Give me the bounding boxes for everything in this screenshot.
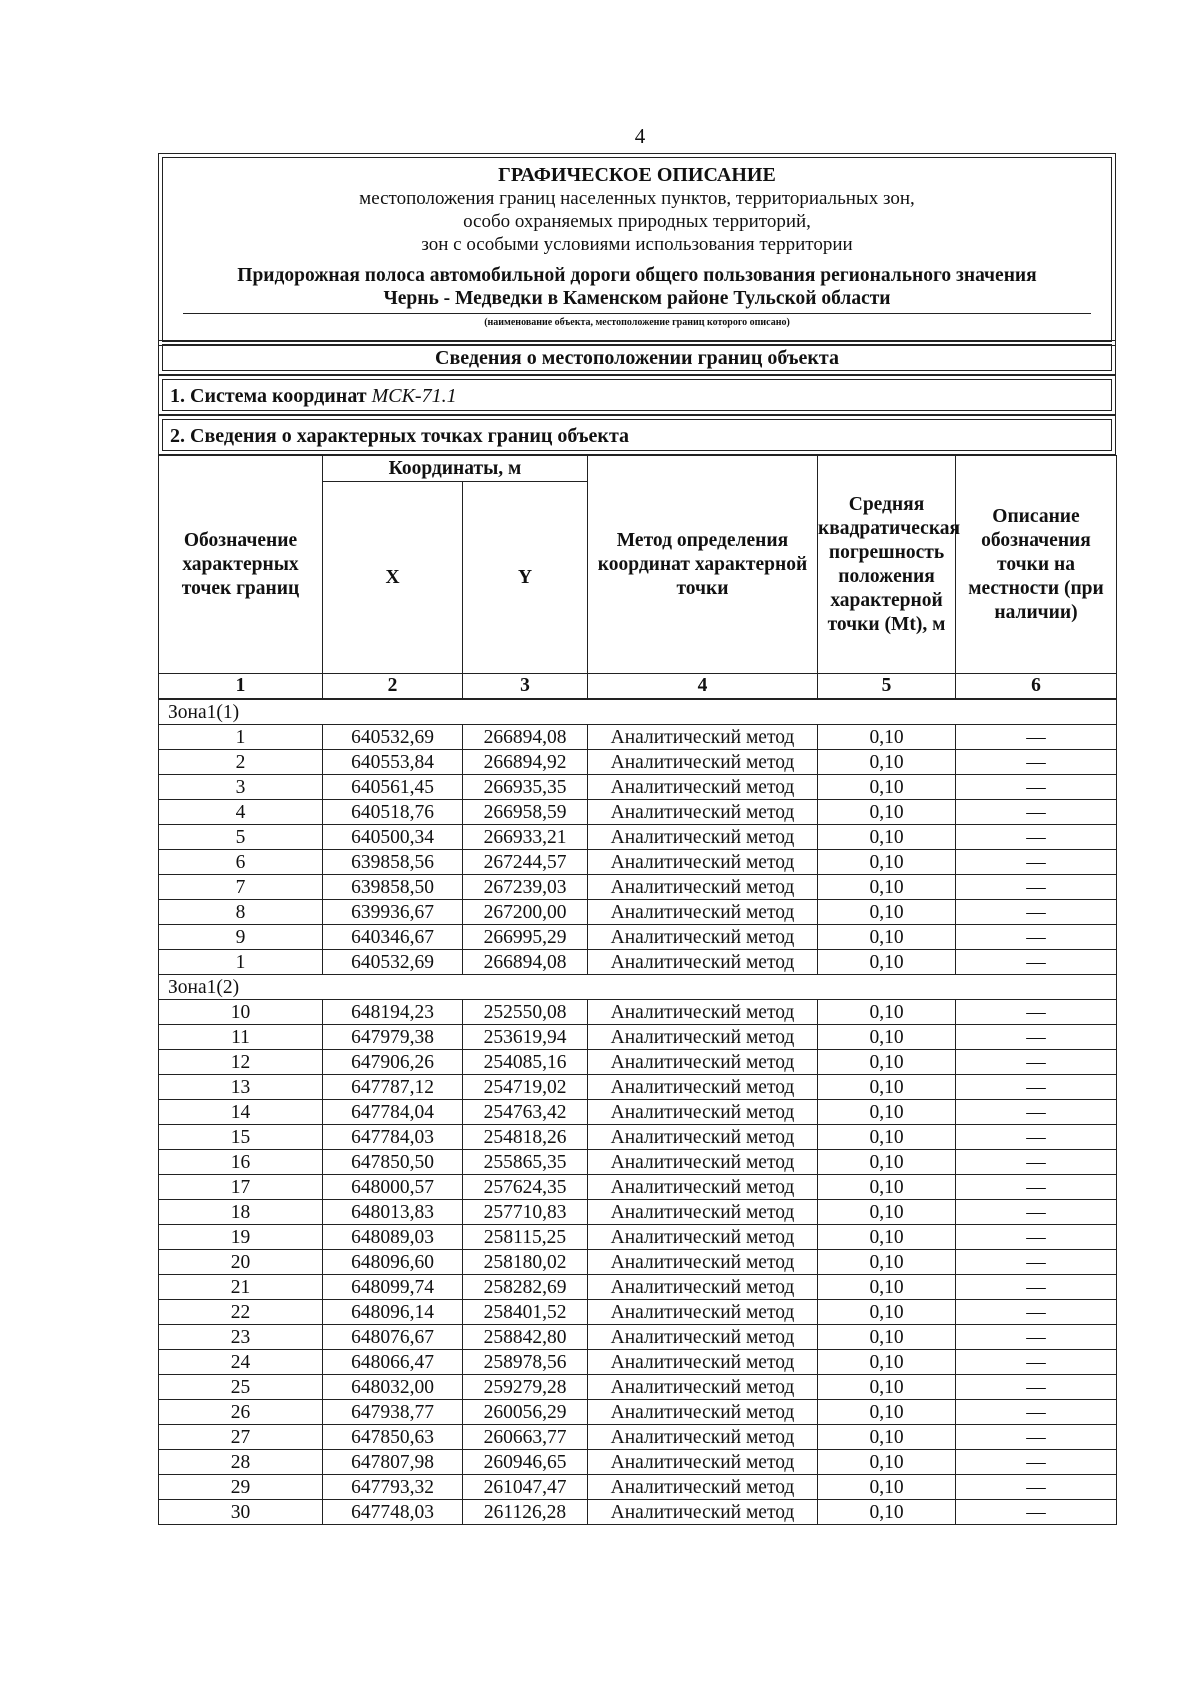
cell-error: 0,10 bbox=[818, 1425, 956, 1450]
zone-row bbox=[159, 975, 1117, 1000]
cell-method: Аналитический метод bbox=[588, 825, 818, 850]
cell-description: — bbox=[956, 1425, 1117, 1450]
table-row bbox=[159, 750, 1117, 775]
table-row bbox=[159, 1275, 1117, 1300]
cell-description: — bbox=[956, 825, 1117, 850]
cell-description: — bbox=[956, 1325, 1117, 1350]
cell-error: 0,10 bbox=[818, 1500, 956, 1525]
cell-y: 266958,59 bbox=[463, 800, 588, 825]
cell-method: Аналитический метод bbox=[588, 1325, 818, 1350]
cell-y: 258115,25 bbox=[463, 1225, 588, 1250]
cell-description: — bbox=[956, 850, 1117, 875]
cell-description: — bbox=[956, 1250, 1117, 1275]
cell-description: — bbox=[956, 1475, 1117, 1500]
cell-y: 257624,35 bbox=[463, 1175, 588, 1200]
cell-y: 258978,56 bbox=[463, 1350, 588, 1375]
cell-point-number: 24 bbox=[159, 1350, 323, 1375]
underline-rule bbox=[183, 313, 1091, 314]
cell-method: Аналитический метод bbox=[588, 1025, 818, 1050]
cell-x: 640561,45 bbox=[323, 775, 463, 800]
table-row bbox=[159, 875, 1117, 900]
cell-point-number: 5 bbox=[159, 825, 323, 850]
table-row bbox=[159, 1400, 1117, 1425]
cell-x: 647784,03 bbox=[323, 1125, 463, 1150]
table-row bbox=[159, 900, 1117, 925]
cell-x: 648013,83 bbox=[323, 1200, 463, 1225]
cell-point-number: 4 bbox=[159, 800, 323, 825]
cell-x: 647787,12 bbox=[323, 1075, 463, 1100]
cell-y: 266933,21 bbox=[463, 825, 588, 850]
table-row bbox=[159, 1050, 1117, 1075]
table-row bbox=[159, 1125, 1117, 1150]
table-row bbox=[159, 1100, 1117, 1125]
header-col-number: 2 bbox=[323, 674, 463, 699]
cell-method: Аналитический метод bbox=[588, 950, 818, 975]
cell-method: Аналитический метод bbox=[588, 1100, 818, 1125]
cell-error: 0,10 bbox=[818, 1325, 956, 1350]
header-method: Метод определения координат характерной точки bbox=[588, 456, 818, 674]
object-name-line: Придорожная полоса автомобильной дороги общего пользования регионального значения bbox=[237, 265, 1037, 286]
cell-point-number: 1 bbox=[159, 950, 323, 975]
header-col-number: 5 bbox=[818, 674, 956, 699]
cell-x: 648096,14 bbox=[323, 1300, 463, 1325]
section-title: Сведения о местоположении границ объекта bbox=[162, 344, 1112, 371]
cell-y: 254818,26 bbox=[463, 1125, 588, 1150]
cell-method: Аналитический метод bbox=[588, 1125, 818, 1150]
cell-description: — bbox=[956, 1025, 1117, 1050]
cell-x: 639858,50 bbox=[323, 875, 463, 900]
points-table-body bbox=[158, 699, 1117, 1525]
cell-y: 254763,42 bbox=[463, 1100, 588, 1125]
cell-y: 266894,08 bbox=[463, 950, 588, 975]
cell-point-number: 28 bbox=[159, 1450, 323, 1475]
cell-point-number: 21 bbox=[159, 1275, 323, 1300]
cell-error: 0,10 bbox=[818, 950, 956, 975]
cell-point-number: 10 bbox=[159, 1000, 323, 1025]
cell-error: 0,10 bbox=[818, 1225, 956, 1250]
cell-method: Аналитический метод bbox=[588, 750, 818, 775]
subtitle-line: зон с особыми условиями использования территории bbox=[421, 234, 853, 255]
cell-description: — bbox=[956, 775, 1117, 800]
cell-x: 640532,69 bbox=[323, 725, 463, 750]
cell-point-number: 25 bbox=[159, 1375, 323, 1400]
cell-method: Аналитический метод bbox=[588, 775, 818, 800]
table-row bbox=[159, 1300, 1117, 1325]
cell-method: Аналитический метод bbox=[588, 850, 818, 875]
subtitle-line: особо охраняемых природных территорий, bbox=[463, 211, 811, 232]
points-title-box bbox=[158, 415, 1116, 455]
cell-x: 647938,77 bbox=[323, 1400, 463, 1425]
document-title: ГРАФИЧЕСКОЕ ОПИСАНИЕ bbox=[498, 164, 776, 186]
table-row bbox=[159, 725, 1117, 750]
cell-method: Аналитический метод bbox=[588, 800, 818, 825]
table-row bbox=[159, 850, 1117, 875]
header-col-number: 6 bbox=[956, 674, 1117, 699]
cell-method: Аналитический метод bbox=[588, 1450, 818, 1475]
cell-description: — bbox=[956, 1275, 1117, 1300]
cell-point-number: 1 bbox=[159, 725, 323, 750]
cell-x: 648089,03 bbox=[323, 1225, 463, 1250]
cell-error: 0,10 bbox=[818, 1000, 956, 1025]
header-col-number: 1 bbox=[159, 674, 323, 699]
table-row bbox=[159, 950, 1117, 975]
cell-description: — bbox=[956, 900, 1117, 925]
cell-error: 0,10 bbox=[818, 1400, 956, 1425]
cell-y: 267239,03 bbox=[463, 875, 588, 900]
page-number: 4 bbox=[634, 124, 646, 148]
cell-x: 647850,63 bbox=[323, 1425, 463, 1450]
cell-x: 640500,34 bbox=[323, 825, 463, 850]
cell-point-number: 7 bbox=[159, 875, 323, 900]
cell-x: 648096,60 bbox=[323, 1250, 463, 1275]
header-y: Y bbox=[463, 482, 588, 674]
table-row bbox=[159, 1475, 1117, 1500]
cell-description: — bbox=[956, 1100, 1117, 1125]
table-row bbox=[159, 1350, 1117, 1375]
table-row bbox=[159, 925, 1117, 950]
cell-y: 260663,77 bbox=[463, 1425, 588, 1450]
table-row bbox=[159, 1225, 1117, 1250]
cell-y: 258282,69 bbox=[463, 1275, 588, 1300]
cell-point-number: 29 bbox=[159, 1475, 323, 1500]
cell-point-number: 30 bbox=[159, 1500, 323, 1525]
cell-x: 640532,69 bbox=[323, 950, 463, 975]
table-row bbox=[159, 1175, 1117, 1200]
cell-point-number: 15 bbox=[159, 1125, 323, 1150]
subtitle-line: местоположения границ населенных пунктов, территориальных зон, bbox=[359, 188, 915, 209]
cell-method: Аналитический метод bbox=[588, 1000, 818, 1025]
cell-y: 267244,57 bbox=[463, 850, 588, 875]
cell-method: Аналитический метод bbox=[588, 925, 818, 950]
cell-y: 261047,47 bbox=[463, 1475, 588, 1500]
cell-y: 260056,29 bbox=[463, 1400, 588, 1425]
header-col-number: 4 bbox=[588, 674, 818, 699]
cell-x: 647906,26 bbox=[323, 1050, 463, 1075]
cell-error: 0,10 bbox=[818, 1025, 956, 1050]
cell-x: 648032,00 bbox=[323, 1375, 463, 1400]
cell-x: 647784,04 bbox=[323, 1100, 463, 1125]
cell-error: 0,10 bbox=[818, 750, 956, 775]
object-caption: (наименование объекта, местоположение границ которого описано) bbox=[484, 317, 790, 328]
cell-method: Аналитический метод bbox=[588, 1375, 818, 1400]
table-row bbox=[159, 1425, 1117, 1450]
cell-point-number: 2 bbox=[159, 750, 323, 775]
header-description: Описание обозначения точки на местности (при наличии) bbox=[956, 456, 1117, 674]
cell-y: 258401,52 bbox=[463, 1300, 588, 1325]
cell-y: 266995,29 bbox=[463, 925, 588, 950]
cell-description: — bbox=[956, 725, 1117, 750]
table-row bbox=[159, 1325, 1117, 1350]
table-row bbox=[159, 800, 1117, 825]
cell-y: 266894,92 bbox=[463, 750, 588, 775]
cell-x: 639936,67 bbox=[323, 900, 463, 925]
cell-method: Аналитический метод bbox=[588, 1225, 818, 1250]
cell-y: 258180,02 bbox=[463, 1250, 588, 1275]
cell-y: 252550,08 bbox=[463, 1000, 588, 1025]
cell-y: 266894,08 bbox=[463, 725, 588, 750]
cell-x: 648099,74 bbox=[323, 1275, 463, 1300]
cell-method: Аналитический метод bbox=[588, 875, 818, 900]
cell-point-number: 12 bbox=[159, 1050, 323, 1075]
object-name-line: Чернь - Медведки в Каменском районе Тульской области bbox=[383, 288, 891, 309]
cell-x: 647807,98 bbox=[323, 1450, 463, 1475]
cell-error: 0,10 bbox=[818, 1375, 956, 1400]
cell-y: 259279,28 bbox=[463, 1375, 588, 1400]
cell-error: 0,10 bbox=[818, 850, 956, 875]
cell-description: — bbox=[956, 1450, 1117, 1475]
cell-description: — bbox=[956, 1175, 1117, 1200]
cell-error: 0,10 bbox=[818, 1275, 956, 1300]
zone-row bbox=[159, 700, 1117, 725]
table-row bbox=[159, 775, 1117, 800]
cell-error: 0,10 bbox=[818, 775, 956, 800]
cell-description: — bbox=[956, 1350, 1117, 1375]
cell-error: 0,10 bbox=[818, 900, 956, 925]
table-row bbox=[159, 1250, 1117, 1275]
cell-point-number: 27 bbox=[159, 1425, 323, 1450]
table-row bbox=[159, 1025, 1117, 1050]
cell-point-number: 8 bbox=[159, 900, 323, 925]
cell-point-number: 20 bbox=[159, 1250, 323, 1275]
cell-description: — bbox=[956, 1200, 1117, 1225]
cell-y: 255865,35 bbox=[463, 1150, 588, 1175]
cell-method: Аналитический метод bbox=[588, 1250, 818, 1275]
cell-error: 0,10 bbox=[818, 1100, 956, 1125]
cell-error: 0,10 bbox=[818, 1200, 956, 1225]
cell-y: 266935,35 bbox=[463, 775, 588, 800]
cell-error: 0,10 bbox=[818, 1350, 956, 1375]
cell-error: 0,10 bbox=[818, 1475, 956, 1500]
cell-x: 647850,50 bbox=[323, 1150, 463, 1175]
cell-description: — bbox=[956, 800, 1117, 825]
table-row bbox=[159, 1375, 1117, 1400]
cell-error: 0,10 bbox=[818, 1175, 956, 1200]
cell-error: 0,10 bbox=[818, 925, 956, 950]
cell-method: Аналитический метод bbox=[588, 1425, 818, 1450]
cell-method: Аналитический метод bbox=[588, 1350, 818, 1375]
header-x: X bbox=[323, 482, 463, 674]
cell-y: 267200,00 bbox=[463, 900, 588, 925]
cell-error: 0,10 bbox=[818, 1125, 956, 1150]
cell-description: — bbox=[956, 950, 1117, 975]
cell-error: 0,10 bbox=[818, 800, 956, 825]
cell-method: Аналитический метод bbox=[588, 1300, 818, 1325]
cell-description: — bbox=[956, 750, 1117, 775]
cell-description: — bbox=[956, 1050, 1117, 1075]
cell-x: 647979,38 bbox=[323, 1025, 463, 1050]
cell-point-number: 3 bbox=[159, 775, 323, 800]
cell-y: 257710,83 bbox=[463, 1200, 588, 1225]
cell-point-number: 9 bbox=[159, 925, 323, 950]
cell-y: 260946,65 bbox=[463, 1450, 588, 1475]
cell-point-number: 17 bbox=[159, 1175, 323, 1200]
coord-system-value: МСК-71.1 bbox=[371, 385, 457, 407]
cell-point-number: 16 bbox=[159, 1150, 323, 1175]
cell-error: 0,10 bbox=[818, 1150, 956, 1175]
cell-method: Аналитический метод bbox=[588, 1050, 818, 1075]
cell-point-number: 18 bbox=[159, 1200, 323, 1225]
cell-method: Аналитический метод bbox=[588, 1475, 818, 1500]
header-point-designation: Обозначение характерных точек границ bbox=[159, 456, 323, 674]
table-row bbox=[159, 1000, 1117, 1025]
table-row bbox=[159, 1200, 1117, 1225]
cell-error: 0,10 bbox=[818, 1300, 956, 1325]
cell-y: 253619,94 bbox=[463, 1025, 588, 1050]
cell-error: 0,10 bbox=[818, 1075, 956, 1100]
table-row bbox=[159, 825, 1117, 850]
points-title: 2. Сведения о характерных точках границ объекта bbox=[162, 419, 1112, 451]
points-table-header bbox=[158, 455, 1117, 699]
cell-description: — bbox=[956, 1125, 1117, 1150]
cell-point-number: 26 bbox=[159, 1400, 323, 1425]
document-header bbox=[158, 153, 1116, 346]
cell-x: 640553,84 bbox=[323, 750, 463, 775]
header-error: Средняя квадратическая погрешность положения характерной точки (Мt), м bbox=[818, 456, 956, 674]
cell-description: — bbox=[956, 1000, 1117, 1025]
cell-method: Аналитический метод bbox=[588, 1150, 818, 1175]
header-coordinates: Координаты, м bbox=[323, 456, 588, 482]
cell-x: 647748,03 bbox=[323, 1500, 463, 1525]
cell-method: Аналитический метод bbox=[588, 725, 818, 750]
cell-y: 254719,02 bbox=[463, 1075, 588, 1100]
cell-description: — bbox=[956, 925, 1117, 950]
cell-description: — bbox=[956, 1225, 1117, 1250]
cell-x: 639858,56 bbox=[323, 850, 463, 875]
cell-description: — bbox=[956, 1150, 1117, 1175]
cell-error: 0,10 bbox=[818, 825, 956, 850]
table-row bbox=[159, 1150, 1117, 1175]
cell-description: — bbox=[956, 1500, 1117, 1525]
cell-method: Аналитический метод bbox=[588, 900, 818, 925]
cell-description: — bbox=[956, 1400, 1117, 1425]
cell-method: Аналитический метод bbox=[588, 1175, 818, 1200]
cell-description: — bbox=[956, 1075, 1117, 1100]
section-title-box bbox=[158, 340, 1116, 375]
cell-x: 648000,57 bbox=[323, 1175, 463, 1200]
cell-point-number: 19 bbox=[159, 1225, 323, 1250]
cell-method: Аналитический метод bbox=[588, 1200, 818, 1225]
cell-error: 0,10 bbox=[818, 1250, 956, 1275]
cell-error: 0,10 bbox=[818, 875, 956, 900]
cell-point-number: 6 bbox=[159, 850, 323, 875]
table-row bbox=[159, 1500, 1117, 1525]
coord-system-box bbox=[158, 375, 1116, 415]
coord-system-label: 1. Система координат bbox=[170, 385, 367, 407]
cell-method: Аналитический метод bbox=[588, 1075, 818, 1100]
cell-error: 0,10 bbox=[818, 1050, 956, 1075]
cell-error: 0,10 bbox=[818, 1450, 956, 1475]
zone-label: Зона1(1) bbox=[159, 700, 1117, 725]
cell-method: Аналитический метод bbox=[588, 1275, 818, 1300]
cell-point-number: 22 bbox=[159, 1300, 323, 1325]
cell-error: 0,10 bbox=[818, 725, 956, 750]
header-col-number: 3 bbox=[463, 674, 588, 699]
table-row bbox=[159, 1075, 1117, 1100]
cell-y: 261126,28 bbox=[463, 1500, 588, 1525]
cell-description: — bbox=[956, 1300, 1117, 1325]
cell-point-number: 14 bbox=[159, 1100, 323, 1125]
cell-x: 648066,47 bbox=[323, 1350, 463, 1375]
cell-point-number: 13 bbox=[159, 1075, 323, 1100]
cell-y: 258842,80 bbox=[463, 1325, 588, 1350]
cell-point-number: 11 bbox=[159, 1025, 323, 1050]
table-row bbox=[159, 1450, 1117, 1475]
cell-x: 640346,67 bbox=[323, 925, 463, 950]
cell-point-number: 23 bbox=[159, 1325, 323, 1350]
cell-x: 647793,32 bbox=[323, 1475, 463, 1500]
cell-x: 648076,67 bbox=[323, 1325, 463, 1350]
zone-label: Зона1(2) bbox=[159, 975, 1117, 1000]
cell-x: 648194,23 bbox=[323, 1000, 463, 1025]
cell-x: 640518,76 bbox=[323, 800, 463, 825]
cell-method: Аналитический метод bbox=[588, 1400, 818, 1425]
cell-description: — bbox=[956, 875, 1117, 900]
cell-method: Аналитический метод bbox=[588, 1500, 818, 1525]
cell-y: 254085,16 bbox=[463, 1050, 588, 1075]
cell-description: — bbox=[956, 1375, 1117, 1400]
